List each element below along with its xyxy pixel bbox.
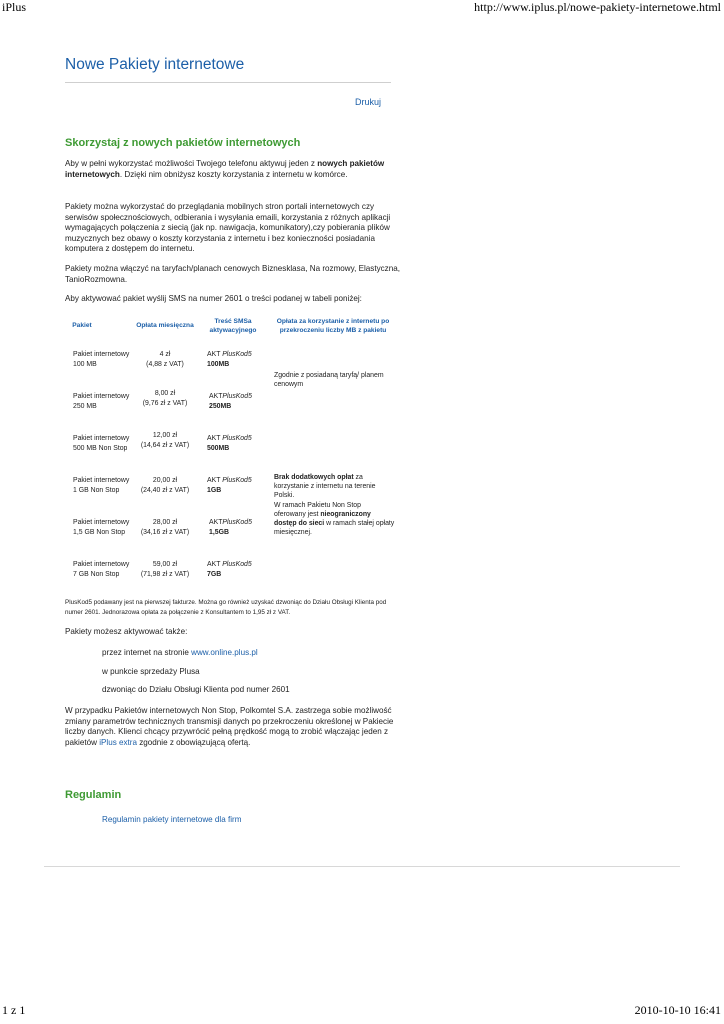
section-heading-regulamin: Regulamin — [65, 789, 122, 801]
table-row-price: 28,00 zł (34,16 zł z VAT) — [140, 519, 190, 536]
iplus-extra-link[interactable]: iPlus extra — [99, 737, 137, 747]
table-header-sms-line1: Treść SMSa — [214, 318, 252, 325]
table-header-overage-line2: przekroczeniu liczby MB z pakietu — [279, 326, 387, 334]
bottom-divider — [44, 866, 680, 867]
print-footer-page: 1 z 1 — [2, 1003, 26, 1017]
pluskod-footnote: PlusKod5 podawany jest na pierwszej fakturze. Można go również uzyskać dzwoniąc do Działu Obsługi Klienta pod numer 2601. Jednorazowa opłata za połączenie z Konsultantem to 1,95 zł z VAT. — [65, 599, 387, 617]
nonstop-note-paragraph: W przypadku Pakietów internetowych Non Stop, Polkomtel S.A. zastrzega sobie możliwość zmiany parametrów technicznych transmisji danych po przekroczeniu określonej w Pakiecie liczby danych. Klienci chcący przywrócić pełną prędkość mogą to zrobić włączając jeden z pakietów iPlus extra zgodnie z obowiązującą ofertą. — [65, 706, 394, 747]
table-row-price: 12,00 zł (14,64 zł z VAT) — [140, 432, 190, 449]
table-row-package-name: Pakiet internetowy 7 GB Non Stop — [73, 561, 130, 578]
table-row-package-name: Pakiet internetowy 1 GB Non Stop — [73, 477, 130, 494]
table-row-sms-text: AKT PlusKod5 7GB — [207, 561, 252, 578]
table-row-price: 8,00 zł (9,76 zł z VAT) — [142, 390, 188, 407]
activation-item-online: przez internet na stronie www.online.plus.pl — [102, 648, 258, 657]
table-header-package: Pakiet — [72, 322, 92, 329]
table-row-price: 4 zł (4,88 z VAT) — [146, 351, 184, 368]
intro-paragraph: Aby w pełni wykorzystać możliwości Twojego telefonu aktywuj jeden z nowych pakietów internetowych. Dzięki nim obniżysz koszty korzystania z internetu w komórce. — [65, 159, 385, 179]
print-header-title: iPlus — [2, 0, 27, 14]
table-header-monthly-fee: Opłata miesięczna — [136, 322, 194, 329]
table-header-overage-line1: Opłata za korzystanie z internetu po — [276, 318, 390, 325]
print-link[interactable]: Drukuj — [355, 97, 382, 107]
table-row-price: 20,00 zł (24,40 zł z VAT) — [140, 477, 190, 494]
activation-intro: Pakiety możesz aktywować także: — [65, 627, 188, 636]
table-header-overage-fee — [266, 318, 400, 335]
table-row-package-name: Pakiet internetowy 250 MB — [73, 393, 130, 410]
overage-note-standard: Zgodnie z posiadaną taryfą/ planem cenowym — [274, 372, 384, 389]
table-row-sms-text: AKTPlusKod5 250MB — [209, 393, 252, 410]
table-row-price: 59,00 zł (71,98 zł z VAT) — [140, 561, 190, 578]
table-row-package-name: Pakiet internetowy 100 MB — [73, 351, 130, 368]
section-heading-packages: Skorzystaj z nowych pakietów internetowych — [65, 137, 301, 149]
activation-item-phone: dzwoniąc do Działu Obsługi Klienta pod numer 2601 — [102, 685, 290, 694]
online-plus-link[interactable]: www.online.plus.pl — [191, 648, 258, 657]
table-row-sms-text: AKT PlusKod5 100MB — [207, 351, 252, 368]
table-row-sms-text: AKT PlusKod5 500MB — [207, 435, 252, 452]
sms-instruction-paragraph: Aby aktywować pakiet wyślij SMS na numer 2601 o treści podanej w tabeli poniżej: — [65, 294, 362, 303]
activation-item-store: w punkcie sprzedaży Plusa — [102, 667, 200, 676]
regulamin-link[interactable]: Regulamin pakiety internetowe dla firm — [102, 815, 242, 824]
tariffs-paragraph: Pakiety można włączyć na taryfach/planach cenowych Biznesklasa, Na rozmowy, Elastyczna, TanioRozmowna. — [65, 264, 400, 284]
table-header-sms — [202, 318, 264, 335]
title-divider — [65, 82, 391, 83]
table-row-sms-text: AKTPlusKod5 1,5GB — [209, 519, 252, 536]
table-row-sms-text: AKT PlusKod5 1GB — [207, 477, 252, 494]
usage-paragraph: Pakiety można wykorzystać do przeglądania mobilnych stron portali internetowych czy serwisów społecznościowych, odbierania i wysyłania emaili, korzystania z różnych aplikacji wymagających połączenia z siecią (jak np. nawigacja, komunikatory),czy pobierania plików muzycznych bez obawy o koszty korzystania z internetu i bez konieczności posiadania komputera z dostępem do internetu. — [65, 202, 391, 254]
table-row-package-name: Pakiet internetowy 500 MB Non Stop — [73, 435, 130, 452]
table-header-sms-line2: aktywacyjnego — [209, 326, 257, 334]
print-footer-date: 2010-10-10 16:41 — [634, 1003, 721, 1017]
page-title: Nowe Pakiety internetowe — [65, 56, 245, 73]
print-header-url: http://www.iplus.pl/nowe-pakiety-internetowe.html — [474, 0, 721, 14]
overage-note-nonstop: Brak dodatkowych opłat za korzystanie z internetu na terenie Polski. W ramach Pakietu Non Stop oferowany jest nieograniczony dostęp do sieci w ramach stałej opłaty miesięcznej. — [274, 474, 395, 537]
table-row-package-name: Pakiet internetowy 1,5 GB Non Stop — [73, 519, 130, 536]
